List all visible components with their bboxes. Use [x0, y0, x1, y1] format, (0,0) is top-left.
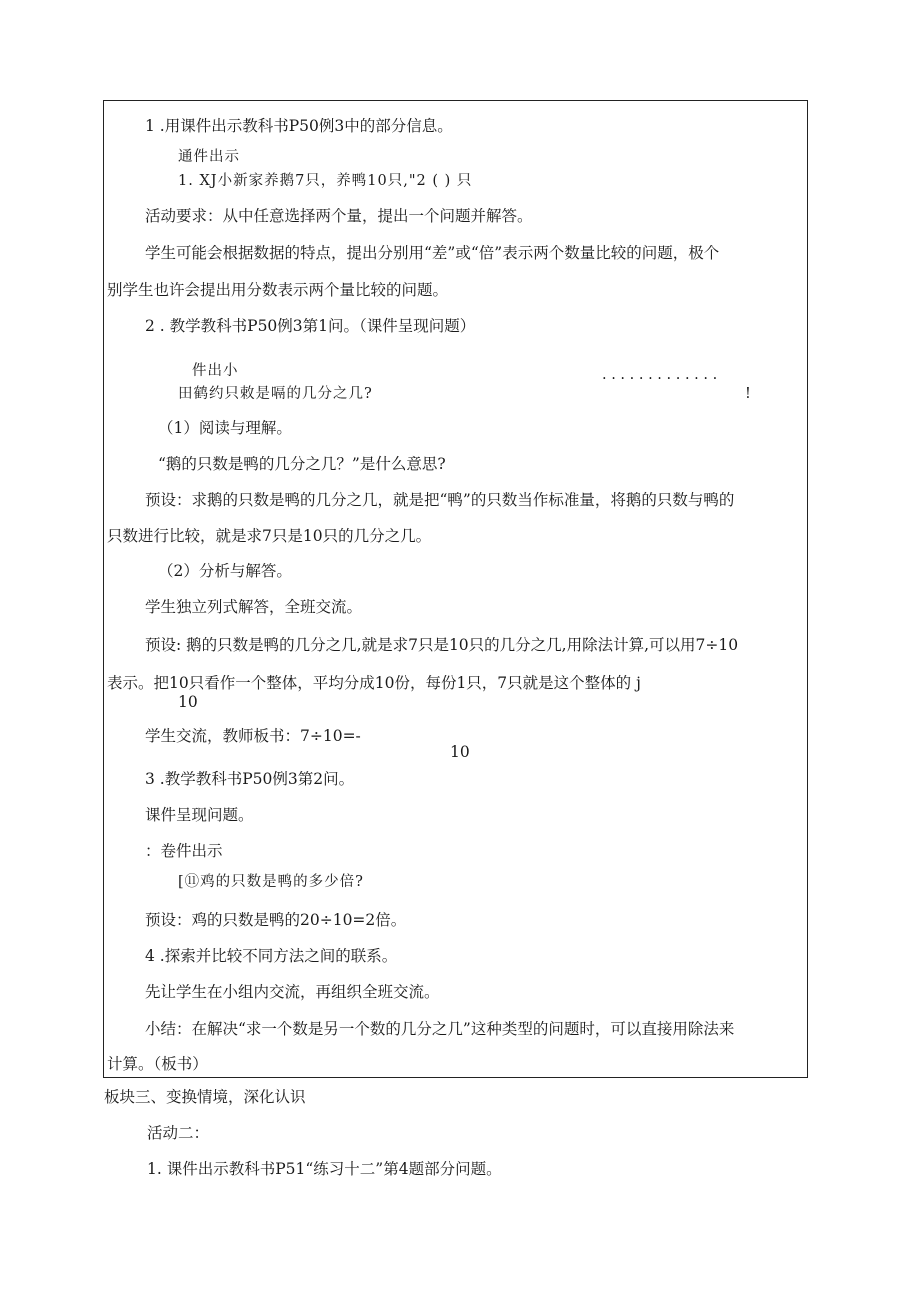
possible-answer-line-1: 学生可能会根据数据的特点，提出分别用“差”或“倍”表示两个数量比较的问题，极个 [145, 244, 720, 262]
courseware-1-title: 通件出示 [178, 149, 240, 165]
summary-line-2: 计算。（板书） [107, 1055, 208, 1073]
courseware-2-mark: ! [745, 386, 752, 402]
possible-answer-line-2: 别学生也许会提出用分数表示两个量比较的问题。 [107, 281, 449, 299]
board-denominator: 10 [450, 743, 470, 761]
courseware-2-title: 件出小 [192, 363, 239, 379]
board-writing: 学生交流，教师板书：7÷10=- [145, 727, 361, 745]
student-solve: 学生独立列式解答，全班交流。 [145, 598, 363, 616]
question-meaning: “鹅的只数是鸭的几分之几？”是什么意思? [158, 455, 446, 473]
preset-2-line-1: 预设: 鹅的只数是鸭的几分之几,就是求7只是10只的几分之几,用除法计算,可以用7÷10 [145, 636, 739, 654]
activity-requirement: 活动要求：从中任意选择两个量，提出一个问题并解答。 [145, 207, 533, 225]
paragraph-1: 1 .用课件出示教科书P50例3中的部分信息。 [145, 117, 453, 135]
paragraph-3: 3 .教学教科书P50例3第2问。 [145, 770, 355, 788]
preset-1-line-1: 预设：求鹅的只数是鸭的几分之几，就是把“鸭”的只数当作标准量，将鹅的只数与鸭的 [145, 491, 735, 509]
section-title: 板块三、变换情境，深化认识 [104, 1088, 306, 1106]
preset-1-line-2: 只数进行比较，就是求7只是10只的几分之几。 [107, 527, 432, 545]
preset-3: 预设：鸡的只数是鸭的20÷10=2倍。 [145, 911, 407, 929]
summary-line-1: 小结：在解决“求一个数是另一个数的几分之几”这种类型的问题时，可以直接用除法来 [145, 1020, 735, 1038]
courseware-3-title: ：卷件出示 [145, 842, 223, 860]
courseware-1-text: 1. XJ小新家养鹅7只，养鸭10只,"2 ( ) 只 [178, 173, 473, 189]
step-1-heading: （1）阅读与理解。 [158, 419, 292, 437]
preset-2-line-2: 表示。把10只看作一个整体，平均分成10份，每份1只，7只就是这个整体的 j [107, 674, 641, 692]
preset-2-denominator: 10 [178, 693, 198, 711]
step-2-heading: （2）分析与解答。 [158, 562, 292, 580]
courseware-2-text: 田鹤约只敕是嗝的几分之几? [178, 386, 373, 402]
courseware-3-text: [⑪鸡的只数是鸭的多少倍? [178, 874, 364, 890]
activity-2-item-1: 1. 课件出示教科书P51“练习十二”第4题部分问题。 [147, 1160, 502, 1178]
activity-2-heading: 活动二： [147, 1124, 210, 1142]
paragraph-4: 4 .探索并比较不同方法之间的联系。 [145, 947, 398, 965]
courseware-2-dots: . . . . . . . . . . . . . [602, 367, 718, 383]
paragraph-4-sub: 先让学生在小组内交流，再组织全班交流。 [145, 983, 440, 1001]
paragraph-2: 2 . 教学教科书P50例3第1问。（课件呈现问题） [145, 317, 476, 335]
paragraph-3-sub: 课件呈现问题。 [145, 806, 254, 824]
